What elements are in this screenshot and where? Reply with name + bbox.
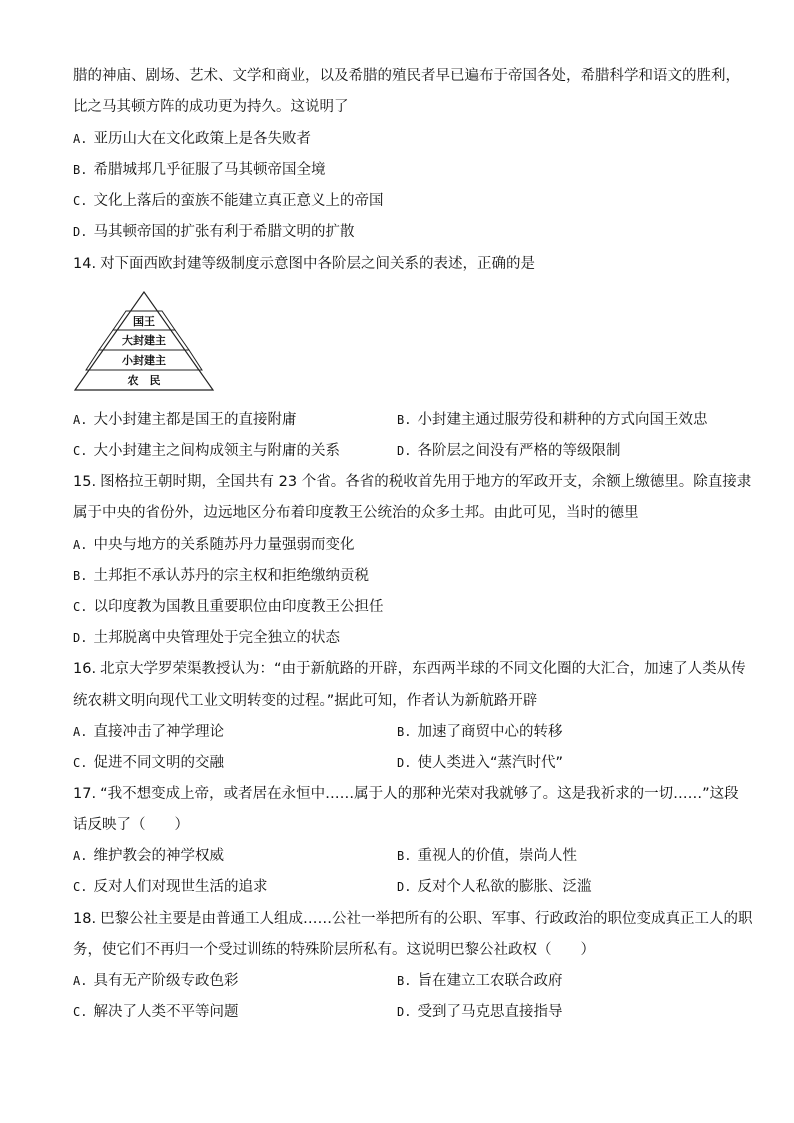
option-text: 大小封建主都是国王的直接附庸 <box>93 412 297 428</box>
option-letter: C. <box>73 1005 88 1019</box>
q15-option-a <box>73 535 733 555</box>
question-number: 17. <box>73 786 97 802</box>
q15-option-b <box>73 566 733 586</box>
q18-option-c <box>73 1002 238 1022</box>
option-letter: A. <box>73 413 88 427</box>
option-text: 土邦脱离中央管理处于完全独立的状态 <box>93 630 340 646</box>
option-letter: D. <box>73 225 88 239</box>
pyramid-label-king: 国王 <box>133 315 155 328</box>
pyramid-label-peasant: 农 民 <box>127 374 161 387</box>
q14-option-b <box>397 410 707 430</box>
option-letter: C. <box>73 756 88 770</box>
question-number: 15. <box>73 474 97 490</box>
question-stem-text: “我不想变成上帝，或者居在永恒中……属于人的那种光荣对我就够了。这是我祈求的一切……”这段 <box>100 786 739 802</box>
option-text: 解决了人类不平等问题 <box>93 1004 239 1020</box>
option-text: 旨在建立工农联合政府 <box>417 973 563 989</box>
q18-option-b <box>397 971 562 991</box>
question-number: 14. <box>73 256 97 272</box>
q17-stem-line-2: 话反映了（ ） <box>73 817 189 833</box>
q18-option-d <box>397 1002 562 1022</box>
q15-stem-line-2: 属于中央的省份外，边远地区分布着印度教王公统治的众多土邦。由此可见，当时的德里 <box>73 505 639 521</box>
q14-option-d <box>397 441 620 461</box>
option-letter: B. <box>397 725 412 739</box>
q16-stem-line-1 <box>73 659 746 679</box>
q16-stem-line-2: 统农耕文明向现代工业文明转变的过程。”据此可知，作者认为新航路开辟 <box>73 693 538 709</box>
option-letter: C. <box>73 600 88 614</box>
q16-option-a <box>73 722 224 742</box>
pyramid-label-great-lord: 大封建主 <box>122 334 166 347</box>
option-text: 直接冲击了神学理论 <box>93 724 224 740</box>
option-text: 使人类进入“蒸汽时代” <box>417 755 563 771</box>
q13-option-c <box>73 191 733 211</box>
q17-option-c <box>73 877 267 897</box>
question-stem-text: 图格拉王朝时期，全国共有 23 个省。各省的税收首先用于地方的军政开支，余额上缴德里。除直接隶 <box>100 474 752 490</box>
q17-option-a <box>73 846 224 866</box>
option-letter: D. <box>397 1005 412 1019</box>
q13-stem-line-1: 腊的神庙、剧场、艺术、文学和商业，以及希腊的殖民者早已遍布于帝国各处，希腊科学和语文的胜利， <box>73 68 740 84</box>
question-stem-text: 北京大学罗荣渠教授认为：“由于新航路的开辟，东西两半球的不同文化圈的大汇合，加速了人类从传 <box>100 661 746 677</box>
q17-option-d <box>397 877 591 897</box>
q13-option-a <box>73 129 733 149</box>
q13-stem-line-2: 比之马其顿方阵的成功更为持久。这说明了 <box>73 99 349 115</box>
option-letter: A. <box>73 538 88 552</box>
option-text: 反对个人私欲的膨胀、泛滥 <box>417 879 592 895</box>
pyramid-label-lesser-lord: 小封建主 <box>122 354 166 367</box>
option-text: 重视人的价值，崇尚人性 <box>417 848 577 864</box>
option-text: 小封建主通过服劳役和耕种的方式向国王效忠 <box>417 412 708 428</box>
question-number: 16. <box>73 661 97 677</box>
option-letter: D. <box>73 631 88 645</box>
q15-stem-line-1 <box>73 472 752 492</box>
option-text: 中央与地方的关系随苏丹力量强弱而变化 <box>93 537 355 553</box>
q18-stem-line-1 <box>73 909 753 929</box>
option-text: 促进不同文明的交融 <box>93 755 224 771</box>
q14-stem <box>73 254 733 274</box>
option-letter: A. <box>73 725 88 739</box>
q17-option-b <box>397 846 577 866</box>
q15-option-d <box>73 628 733 648</box>
option-text: 维护教会的神学权威 <box>93 848 224 864</box>
option-letter: C. <box>73 194 88 208</box>
option-text: 各阶层之间没有严格的等级限制 <box>417 443 621 459</box>
option-text: 文化上落后的蛮族不能建立真正意义上的帝国 <box>93 193 384 209</box>
option-letter: A. <box>73 974 88 988</box>
q13-option-b <box>73 160 733 180</box>
option-text: 以印度教为国教且重要职位由印度教王公担任 <box>93 599 384 615</box>
option-text: 马其顿帝国的扩张有利于希腊文明的扩散 <box>93 224 355 240</box>
option-letter: D. <box>397 756 412 770</box>
option-letter: B. <box>397 413 412 427</box>
q15-option-c <box>73 597 733 617</box>
option-letter: B. <box>73 569 88 583</box>
question-number: 18. <box>73 911 97 927</box>
q17-stem-line-1 <box>73 784 739 804</box>
option-text: 受到了马克思直接指导 <box>417 1004 563 1020</box>
question-stem-text: 巴黎公社主要是由普通工人组成……公社一举把所有的公职、军事、行政政治的职位变成真正工人的职 <box>100 911 753 927</box>
q16-option-b <box>397 722 562 742</box>
option-letter: B. <box>397 849 412 863</box>
feudal-hierarchy-pyramid <box>73 290 215 392</box>
option-text: 具有无产阶级专政色彩 <box>93 973 239 989</box>
option-text: 反对人们对现世生活的追求 <box>93 879 268 895</box>
option-letter: C. <box>73 880 88 894</box>
option-letter: D. <box>397 444 412 458</box>
option-letter: C. <box>73 444 88 458</box>
option-letter: A. <box>73 849 88 863</box>
option-letter: B. <box>397 974 412 988</box>
option-text: 大小封建主之间构成领主与附庸的关系 <box>93 443 340 459</box>
q18-option-a <box>73 971 238 991</box>
option-letter: D. <box>397 880 412 894</box>
q14-option-a <box>73 410 296 430</box>
option-text: 亚历山大在文化政策上是各失败者 <box>93 131 311 147</box>
option-letter: B. <box>73 163 88 177</box>
q16-option-d <box>397 753 563 773</box>
option-letter: A. <box>73 132 88 146</box>
q16-option-c <box>73 753 224 773</box>
q18-stem-line-2: 务，使它们不再归一个受过训练的特殊阶层所私有。这说明巴黎公社政权（ ） <box>73 942 595 958</box>
question-stem-text: 对下面西欧封建等级制度示意图中各阶层之间关系的表述，正确的是 <box>100 256 536 272</box>
q13-option-d <box>73 222 733 242</box>
option-text: 加速了商贸中心的转移 <box>417 724 563 740</box>
option-text: 土邦拒不承认苏丹的宗主权和拒绝缴纳贡税 <box>93 568 369 584</box>
option-text: 希腊城邦几乎征服了马其顿帝国全境 <box>93 162 326 178</box>
q14-option-c <box>73 441 340 461</box>
